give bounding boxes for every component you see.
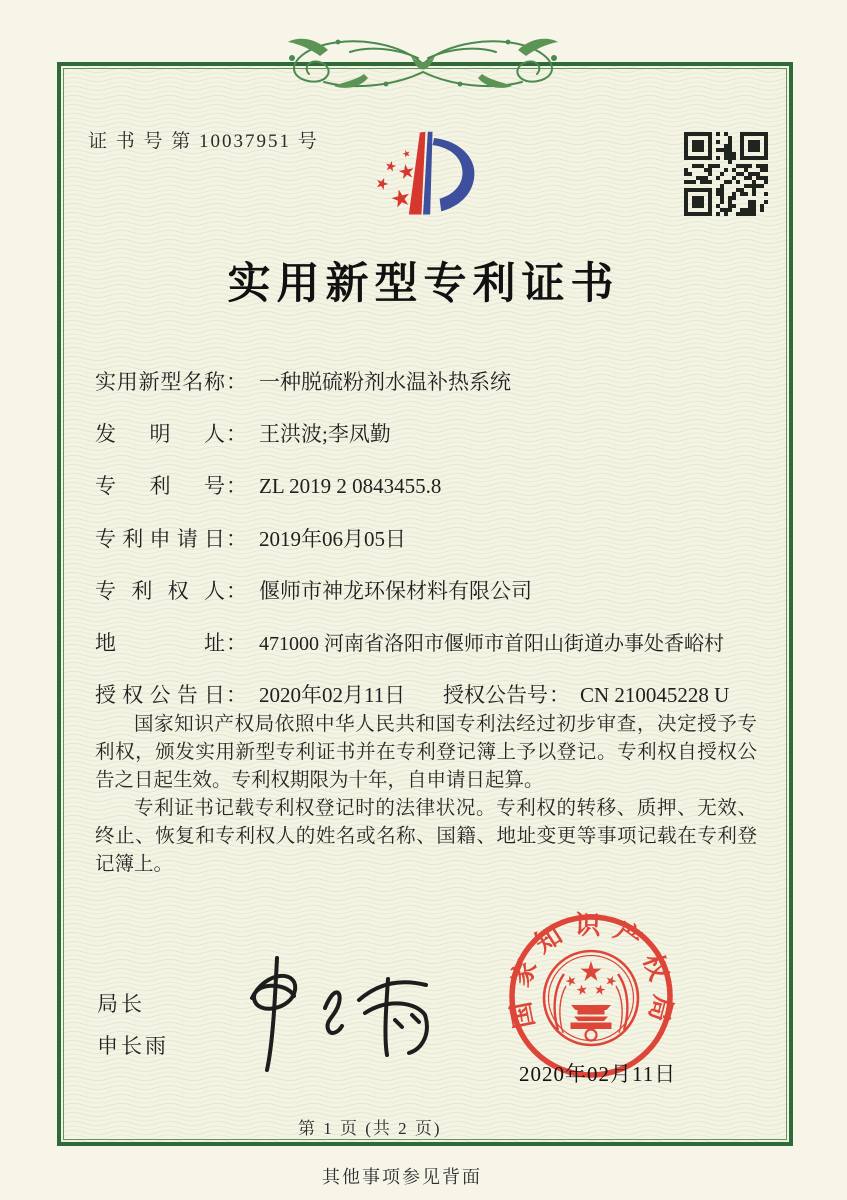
logo-red-wedge xyxy=(409,132,426,215)
field-value: 一种脱硫粉剂水温补热系统 xyxy=(259,370,511,394)
legal-paragraph-1: 国家知识产权局依照中华人民共和国专利法经过初步审查，决定授予专利权，颁发实用新型专利证书并在专利登记簿上予以登记。专利权自授权公告之日起生效。专利权期限为十年，自申请日起算。 xyxy=(95,714,757,791)
field-label: 发明人 xyxy=(95,422,225,446)
national-emblem xyxy=(544,951,638,1045)
field-colon: ： xyxy=(226,370,247,394)
field-row-patentee xyxy=(95,575,532,605)
field-value: ZL 2019 2 0843455.8 xyxy=(259,474,442,498)
field-colon: ： xyxy=(226,422,247,446)
page-number: 第 1 页 (共 2 页) xyxy=(298,1119,442,1138)
field-value: 2020年02月11日 xyxy=(259,683,406,707)
field-row-name xyxy=(95,366,511,396)
field-value: 王洪波;李凤勤 xyxy=(259,422,391,446)
field-label: 地址 xyxy=(95,631,225,655)
commissioner-title: 局长 xyxy=(97,992,145,1016)
certificate-title: 实用新型专利证书 xyxy=(227,261,620,308)
field-value: 偃师市神龙环保材料有限公司 xyxy=(259,579,532,603)
field-value: 471000 河南省洛阳市偃师市首阳山街道办事处香峪村 xyxy=(259,633,724,655)
footer-note: 其他事项参见背面 xyxy=(322,1167,482,1187)
legal-paragraph-2: 专利证书记载专利权登记时的法律状况。专利权的转移、质押、无效、终止、恢复和专利权人的姓名或名称、国籍、地址变更等事项记载在专利登记簿上。 xyxy=(95,798,757,875)
field-row-address xyxy=(95,627,724,657)
ornamental-flourish xyxy=(268,28,578,96)
field-value: CN 210045228 U xyxy=(580,683,730,707)
commissioner-name: 申长雨 xyxy=(97,1034,169,1058)
field-value: 2019年06月05日 xyxy=(259,527,406,551)
field-colon: ： xyxy=(226,631,247,655)
legal-text-block xyxy=(95,711,757,879)
field-colon: ： xyxy=(226,683,247,707)
field-label: 实用新型名称 xyxy=(95,370,225,394)
field-row-filing-date xyxy=(95,523,406,553)
certificate-number: 证 书 号 第 10037951 号 xyxy=(88,131,319,152)
field-label: 专利权人 xyxy=(95,579,225,603)
field-colon: ： xyxy=(226,579,247,603)
field-label: 授权公告日 xyxy=(95,683,225,707)
field-row-inventor xyxy=(95,418,391,448)
field-row-grant xyxy=(95,679,757,709)
field-colon: ： xyxy=(226,527,247,551)
qr-code xyxy=(684,132,768,216)
logo-stars xyxy=(375,149,415,208)
field-colon: ： xyxy=(226,474,247,498)
field-label: 专利申请日 xyxy=(95,527,225,551)
field-colon: ： xyxy=(549,683,570,707)
field-row-patent-number xyxy=(95,470,441,500)
seal-text: 国家知识产权局 xyxy=(504,910,678,1036)
grant-number-pair xyxy=(443,679,729,709)
field-label: 专利号 xyxy=(95,474,225,498)
logo-p-bowl xyxy=(433,138,475,211)
field-label: 授权公告号 xyxy=(443,683,548,707)
seal-date: 2020年02月11日 xyxy=(519,1062,677,1086)
signature-handwriting xyxy=(228,950,446,1072)
cnipa-logo xyxy=(356,122,498,225)
